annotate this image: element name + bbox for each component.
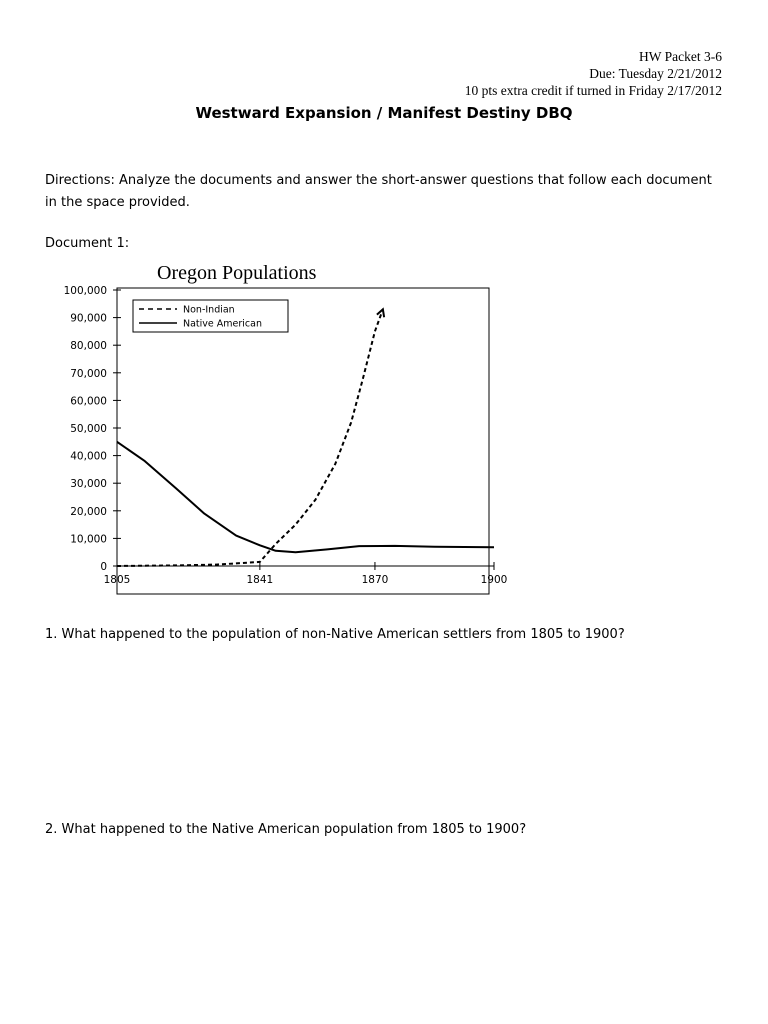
chart-legend bbox=[133, 300, 288, 332]
y-tick-label: 30,000 bbox=[70, 478, 107, 491]
y-tick-label: 0 bbox=[100, 561, 107, 573]
x-tick-label: 1805 bbox=[103, 574, 131, 586]
extra-credit-note: 10 pts extra credit if turned in Friday 2/17/2012 bbox=[464, 83, 722, 98]
x-tick-label: 1870 bbox=[361, 574, 389, 586]
header-info bbox=[465, 48, 722, 99]
page-title: Westward Expansion / Manifest Destiny DBQ bbox=[195, 104, 573, 122]
chart-frame bbox=[117, 288, 489, 594]
packet-label: HW Packet 3-6 bbox=[639, 49, 722, 64]
directions-text: Directions: Analyze the documents and answer the short-answer questions that follow each document in the space provided. bbox=[45, 173, 712, 210]
x-tick-label: 1841 bbox=[246, 574, 274, 586]
series-line-native-american bbox=[117, 442, 494, 552]
y-tick-label: 40,000 bbox=[70, 450, 107, 463]
y-tick-label: 10,000 bbox=[70, 533, 107, 546]
chart-series bbox=[117, 309, 494, 566]
oregon-populations-chart bbox=[40, 258, 508, 598]
legend-label: Native American bbox=[183, 318, 262, 330]
legend-label: Non-Indian bbox=[183, 304, 235, 316]
y-tick-label: 50,000 bbox=[70, 423, 107, 435]
document-label: Document 1: bbox=[45, 236, 130, 251]
y-tick-label: 70,000 bbox=[70, 367, 107, 380]
question-2: 2. What happened to the Native American population from 1805 to 1900? bbox=[45, 822, 527, 837]
y-tick-label: 90,000 bbox=[70, 312, 107, 325]
y-tick-label: 100,000 bbox=[63, 285, 107, 297]
y-tick-label: 20,000 bbox=[70, 505, 107, 518]
chart-title: Oregon Populations bbox=[157, 262, 317, 284]
due-date: Due: Tuesday 2/21/2012 bbox=[589, 66, 722, 81]
y-tick-label: 80,000 bbox=[70, 340, 107, 353]
y-tick-label: 60,000 bbox=[70, 395, 107, 408]
series-line-non-indian bbox=[117, 309, 383, 566]
x-tick-label: 1900 bbox=[480, 574, 508, 586]
question-1: 1. What happened to the population of non-Native American settlers from 1805 to 1900? bbox=[45, 627, 625, 642]
